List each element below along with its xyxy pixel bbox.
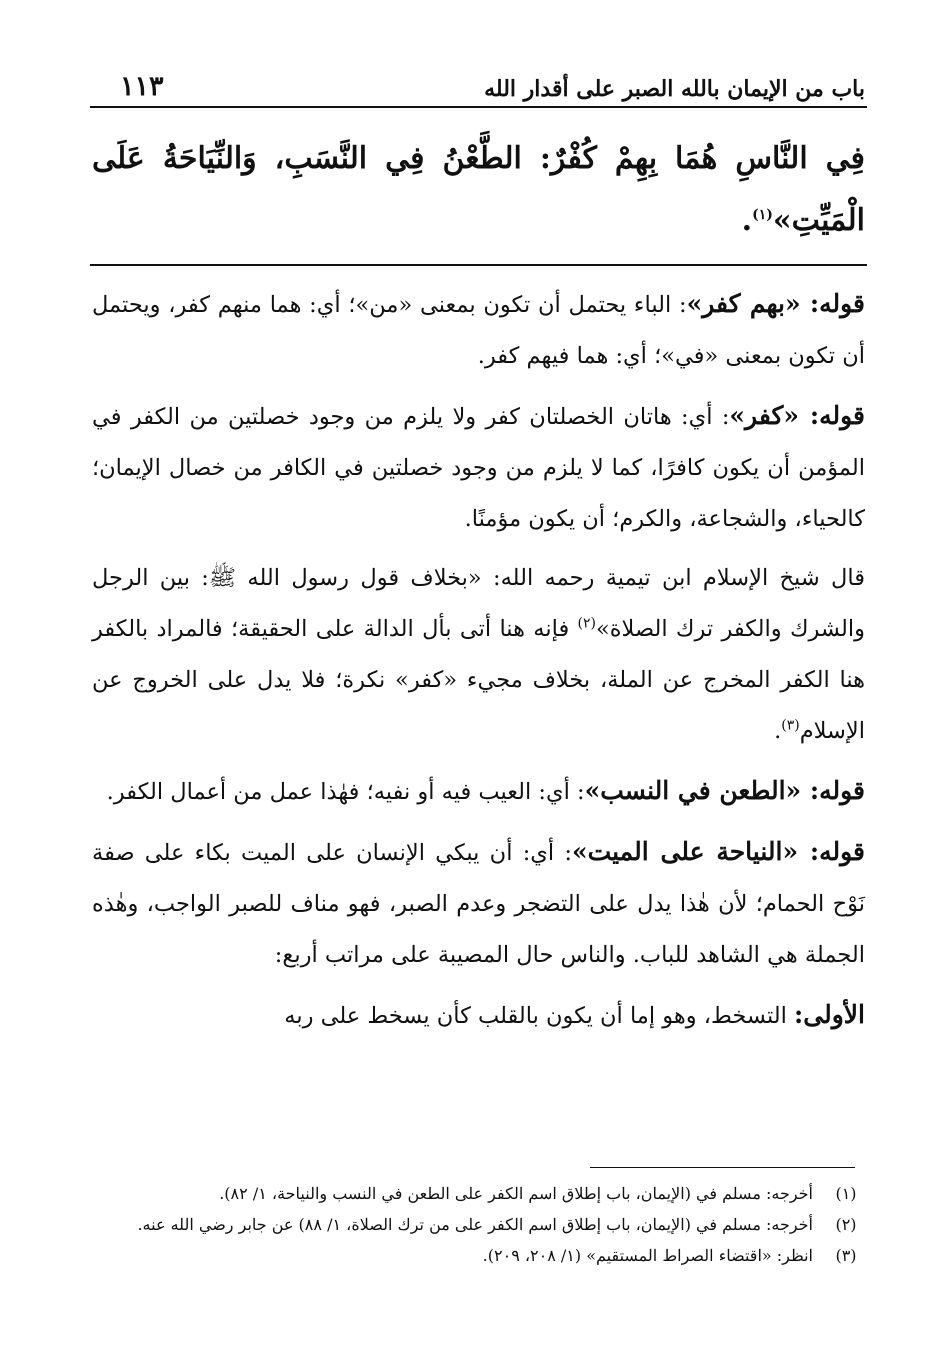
- quote-part-1: قال شيخ الإسلام ابن تيمية رحمه الله: «بخلاف قول رسول الله ﷺ: بين الرجل والشرك والكفر ترك الصلاة»: [92, 565, 865, 642]
- hadith-body: فِي النَّاسِ هُمَا بِهِمْ كُفْرٌ: الطَّعْنُ فِي النَّسَبِ، وَالنِّيَاحَةُ عَلَى الْمَيِّتِ»: [92, 141, 865, 238]
- paragraph: [92, 390, 865, 545]
- page-header: [95, 52, 865, 102]
- hadith-text: [92, 128, 865, 252]
- paragraph-lead: قوله: «النياحة على الميت»: [571, 837, 865, 866]
- paragraph: [92, 765, 865, 818]
- footnote-text: انظر: «اقتضاء الصراط المستقيم» (١/ ٢٠٨، ٢٠٩).: [482, 1246, 813, 1265]
- paragraph-text: : الباء يحتمل أن تكون بمعنى «من»؛ أي: هما منهم كفر، ويحتمل أن تكون بمعنى «في»؛ أي: هما فيهم كفر.: [92, 292, 865, 369]
- footnote-separator: [590, 1167, 855, 1168]
- footnote-number: (١): [835, 1184, 857, 1203]
- commentary: [92, 278, 865, 1050]
- paragraph: [92, 278, 865, 382]
- quote-end: .: [774, 718, 782, 744]
- paragraph-text: : أي: العيب فيه أو نفيه؛ فهٰذا عمل من أعمال الكفر.: [106, 779, 585, 805]
- quote-part-2: فإنه هنا أتى بأل الدالة على الحقيقة؛ فالمراد بالكفر هنا الكفر المخرج عن الملة، بخلاف مجيء «كفر» نكرة؛ فلا يدل على الخروج عن الإسلام: [92, 616, 865, 744]
- footnote-ref-2: (٢): [577, 615, 596, 632]
- paragraph-lead: الأولى:: [794, 1000, 865, 1029]
- running-title: باب من الإيمان بالله الصبر على أقدار الله: [484, 76, 865, 102]
- hadith-end: .: [741, 203, 753, 238]
- footnotes: [92, 1178, 865, 1271]
- footnote-ref-3: (٣): [781, 717, 800, 734]
- paragraph-lead: قوله: «كفر»: [729, 401, 865, 430]
- paragraph-text: : أي: هاتان الخصلتان كفر ولا يلزم من وجود خصلتين من الكفر في المؤمن أن يكون كافرًا، كما لا يلزم من وجود خصلتين في الكافر من خصال الإيمان؛ كالحياء، والشجاعة، والكرم؛ أن يكون مؤمنًا.: [92, 404, 865, 532]
- page-number: ١١٣: [120, 71, 164, 102]
- quote-paragraph: [92, 553, 865, 757]
- section-rule: [90, 264, 867, 266]
- paragraph-text: : أي: أن يبكي الإنسان على الميت بكاء على صفة نَوْح الحمام؛ لأن هٰذا يدل على التضجر وعدم الصبر، فهو مناف للصبر الواجب، وهٰذه الجملة هي الشاهد للباب. والناس حال المصيبة على مراتب أربع:: [92, 840, 865, 968]
- paragraph: [92, 826, 865, 981]
- footnote-text: أخرجه: مسلم في (الإيمان، باب إطلاق اسم الكفر على الطعن في النسب والنياحة، ١/ ٨٢).: [219, 1184, 813, 1203]
- footnote-number: (٢): [835, 1215, 857, 1234]
- paragraph-text: التسخط، وهو إما أن يكون بالقلب كأن يسخط على ربه: [284, 1003, 795, 1029]
- footnote-number: (٣): [835, 1246, 857, 1265]
- footnote: [92, 1209, 865, 1240]
- paragraph-lead: قوله: «بهم كفر»: [686, 289, 866, 318]
- footnote-ref-1: (١): [752, 207, 773, 223]
- footnote-text: أخرجه: مسلم في (الإيمان، باب إطلاق اسم الكفر على من ترك الصلاة، ١/ ٨٨) عن جابر رضي الله عنه.: [137, 1215, 813, 1234]
- header-rule: [90, 106, 867, 108]
- footnote: [92, 1178, 865, 1209]
- footnote: [92, 1240, 865, 1271]
- paragraph-lead: قوله: «الطعن في النسب»: [584, 776, 865, 805]
- paragraph: [92, 989, 865, 1042]
